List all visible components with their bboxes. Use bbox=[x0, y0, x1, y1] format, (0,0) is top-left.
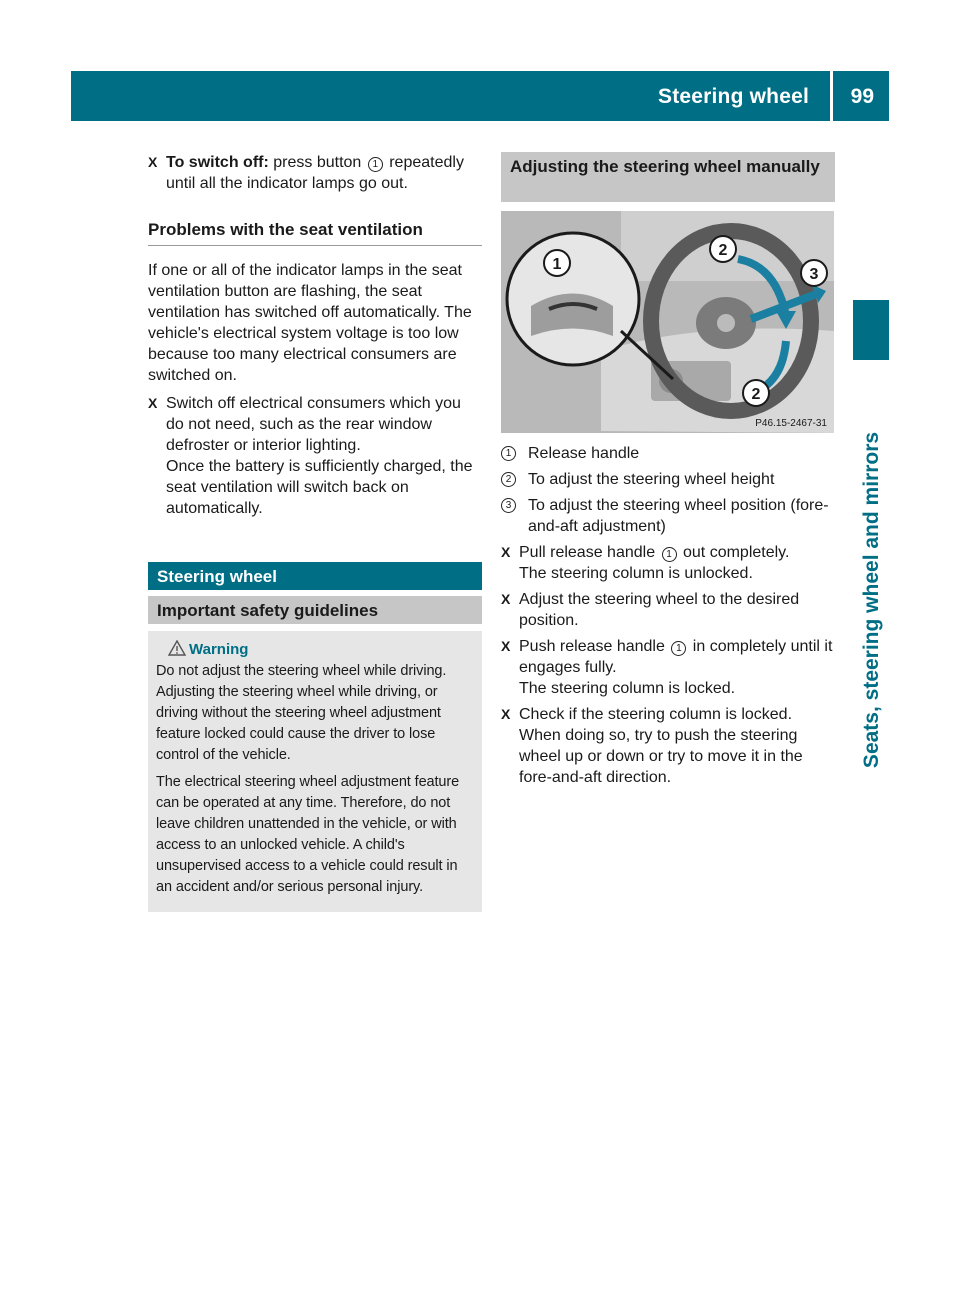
legend-text: To adjust the steering wheel height bbox=[528, 471, 775, 488]
step-arrow-icon: X bbox=[148, 154, 158, 170]
svg-text:2: 2 bbox=[751, 386, 761, 403]
problems-heading: Problems with the seat ventilation bbox=[148, 219, 482, 246]
marker-1-icon: 1 bbox=[671, 641, 686, 656]
step-result-text: When doing so, try to push the steering wheel up or down or try to move it in the fore-and-aft direction. bbox=[519, 727, 803, 786]
header-bar bbox=[71, 71, 889, 121]
step-push-handle bbox=[501, 636, 835, 699]
header-divider bbox=[830, 71, 833, 121]
left-column bbox=[148, 152, 482, 912]
callout-marker-icon bbox=[710, 236, 736, 262]
step-pull-handle bbox=[501, 542, 835, 584]
step-arrow-icon: X bbox=[501, 591, 511, 607]
page-number: 99 bbox=[850, 85, 874, 108]
step-arrow-icon: X bbox=[148, 395, 158, 411]
step-text: in completely until it engages fully. bbox=[519, 638, 833, 676]
step-text: repeatedly until all the indicator lamps go out. bbox=[166, 154, 464, 192]
marker-1-icon: 1 bbox=[662, 547, 677, 562]
subsection-heading: Important safety guidelines bbox=[148, 596, 482, 624]
step-result-text: The steering column is unlocked. bbox=[519, 565, 753, 582]
page-title: Steering wheel bbox=[657, 85, 809, 108]
marker-1-icon: 1 bbox=[368, 157, 383, 172]
warning-title bbox=[156, 639, 474, 660]
marker-icon: 1 bbox=[501, 446, 516, 461]
warning-triangle-icon bbox=[168, 640, 186, 656]
legend-item bbox=[501, 443, 835, 464]
step-arrow-icon: X bbox=[501, 638, 511, 654]
legend-item bbox=[501, 495, 835, 537]
steering-wheel-figure bbox=[501, 211, 834, 433]
legend-text: Release handle bbox=[528, 445, 640, 462]
steering-wheel-illustration bbox=[501, 211, 834, 433]
svg-text:3: 3 bbox=[809, 266, 819, 283]
callout-marker-icon bbox=[544, 250, 570, 276]
warning-paragraph: Do not adjust the steering wheel while driving. Adjusting the steering wheel while driving, or driving without the steering wheel adjustment feature locked could cause the driver to lose control of the vehicle. bbox=[156, 663, 447, 763]
step-text: out completely. bbox=[683, 544, 790, 561]
step-result-text: The steering column is locked. bbox=[519, 680, 736, 697]
step-bold-label: To switch off: bbox=[166, 154, 269, 171]
step-text: Adjust the steering wheel to the desired position. bbox=[519, 591, 800, 629]
legend-item bbox=[501, 469, 835, 490]
right-column bbox=[501, 152, 835, 793]
step-adjust-wheel bbox=[501, 589, 835, 631]
marker-icon: 3 bbox=[501, 498, 516, 513]
callout-marker-icon bbox=[743, 380, 769, 406]
step-text: Switch off electrical consumers which you do not need, such as the rear window defroster or interior lighting. bbox=[166, 395, 461, 454]
step-switch-consumers bbox=[148, 393, 482, 519]
side-tab-marker bbox=[853, 300, 889, 360]
warning-paragraph: The electrical steering wheel adjustment feature can be operated at any time. Therefore, do not leave children unattended in the vehicle, or with access to an unlocked vehicle. A child's unsupervised access to a vehicle could result in an accident and/or serious personal injury. bbox=[156, 774, 460, 895]
step-switch-off bbox=[148, 152, 482, 194]
step-arrow-icon: X bbox=[501, 544, 511, 560]
step-text: Push release handle bbox=[519, 638, 665, 655]
adjusting-heading: Adjusting the steering wheel manually bbox=[501, 152, 835, 202]
callout-marker-icon bbox=[801, 260, 827, 286]
step-text: Check if the steering column is locked. bbox=[519, 706, 793, 723]
section-heading: Steering wheel bbox=[148, 562, 482, 590]
figure-code: P46.15-2467-31 bbox=[755, 418, 827, 429]
step-result-text: Once the battery is sufficiently charged, the seat ventilation will switch back on automatically. bbox=[166, 458, 473, 517]
side-chapter-label bbox=[857, 367, 887, 833]
step-check-column bbox=[501, 704, 835, 788]
svg-text:1: 1 bbox=[552, 256, 562, 273]
svg-text:2: 2 bbox=[718, 242, 728, 259]
step-text: press button bbox=[273, 154, 362, 171]
legend-text: To adjust the steering wheel position (fore-and-aft adjustment) bbox=[528, 497, 829, 535]
problems-paragraph: If one or all of the indicator lamps in the seat ventilation button are flashing, the seat ventilation has switched off automatically. The vehicle's electrical system voltage is too low because too many electrical consumers are switched on. bbox=[148, 262, 472, 384]
warning-box bbox=[148, 631, 482, 912]
figure-legend bbox=[501, 443, 835, 537]
step-arrow-icon: X bbox=[501, 706, 511, 722]
marker-icon: 2 bbox=[501, 472, 516, 487]
warning-title-text: Warning bbox=[189, 641, 249, 658]
step-text: Pull release handle bbox=[519, 544, 656, 561]
side-chapter-text: Seats, steering wheel and mirrors bbox=[860, 431, 883, 769]
